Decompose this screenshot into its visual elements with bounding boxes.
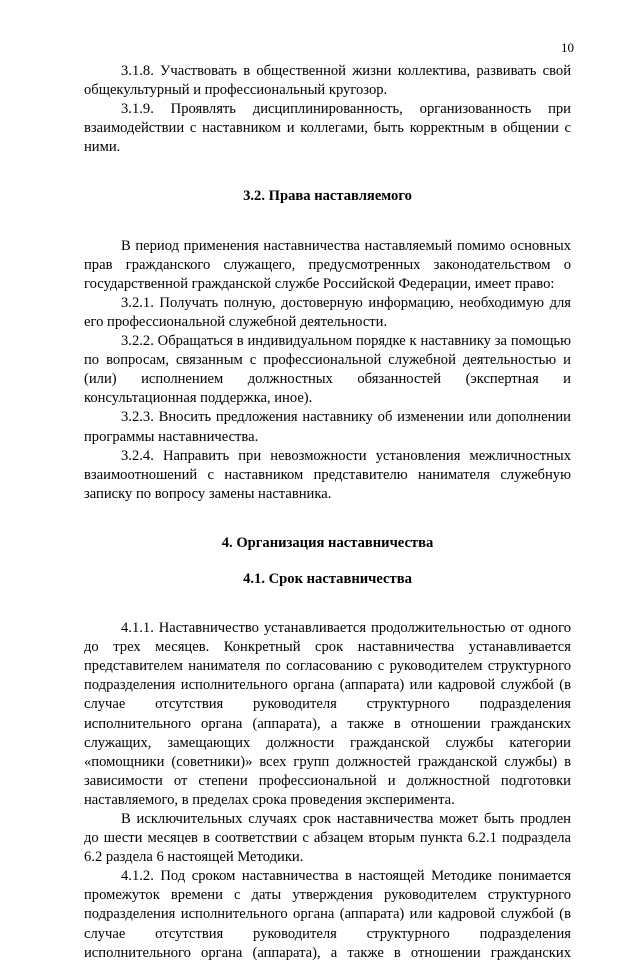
paragraph: 3.2.4. Направить при невозможности установления межличностных взаимоотношений с наставником представителю нанимателя служебную записку по вопросу замены наставника. [84,447,571,502]
paragraph: 3.2.1. Получать полную, достоверную информацию, необходимую для его профессиональной служебной деятельности. [84,294,571,330]
document-body [84,62,571,963]
paragraph: 3.2.2. Обращаться в индивидуальном порядке к наставнику за помощью по вопросам, связанным с профессиональной служебной деятельностью и (или) исполнением должностных обязанностей (экспертная и консультационная поддержка, иное). [84,333,571,407]
paragraph: 4.1.1. Наставничество устанавливается продолжительностью от одного до трех месяцев. Конкретный срок наставничества устанавливается представителем нанимателя по согласованию с руководителем структурного подразделения исполнительного органа (аппарата) или кадровой службой (в случае отсутствия руководителя структурного подразделения исполнительного органа (аппарата), а также в отношении гражданских служащих, замещающих должности гражданской службы категории «помощники (советники)» всех групп должностей гражданской службы) в зависимости от степени профессиональной и должностной подготовки наставляемого, в пределах срока проведения эксперимента. [84,620,571,808]
spacer [84,504,571,534]
paragraph: В исключительных случаях срок наставничества может быть продлен до шести месяцев в соответствии с абзацем вторым пункта 6.2.1 подраздела 6.2 раздела 6 настоящей Методики. [84,811,571,866]
section-heading: 4. Организация наставничества [221,534,434,551]
spacer [84,553,571,570]
paragraph: 3.1.8. Участвовать в общественной жизни коллектива, развивать свой общекультурный и профессиональный кругозор. [84,63,571,99]
spacer [84,589,571,619]
page-number: 10 [561,40,574,55]
paragraph: 4.1.2. Под сроком наставничества в настоящей Методике понимается промежуток времени с даты утверждения руководителем структурного подразделения исполнительного органа (аппарата) или кадровой службой (в случае отсутствия руководителя структурного подразделения исполнительного органа (аппарата), а также в отношении гражданских [84,868,571,961]
paragraph: 3.1.9. Проявлять дисциплинированность, организованность при взаимодействии с наставником и коллегами, быть корректным в общении с ними. [84,101,571,156]
section-heading: 3.2. Права наставляемого [243,188,412,205]
spacer [84,207,571,237]
paragraph: 3.2.3. Вносить предложения наставнику об изменении или дополнении программы наставничества. [84,409,571,445]
section-heading: 4.1. Срок наставничества [243,570,412,587]
spacer [84,157,571,187]
paragraph: В период применения наставничества наставляемый помимо основных прав гражданского служащего, предусмотренных законодательством о государственной гражданской службе Российской Федерации, имеет право: [84,237,571,292]
